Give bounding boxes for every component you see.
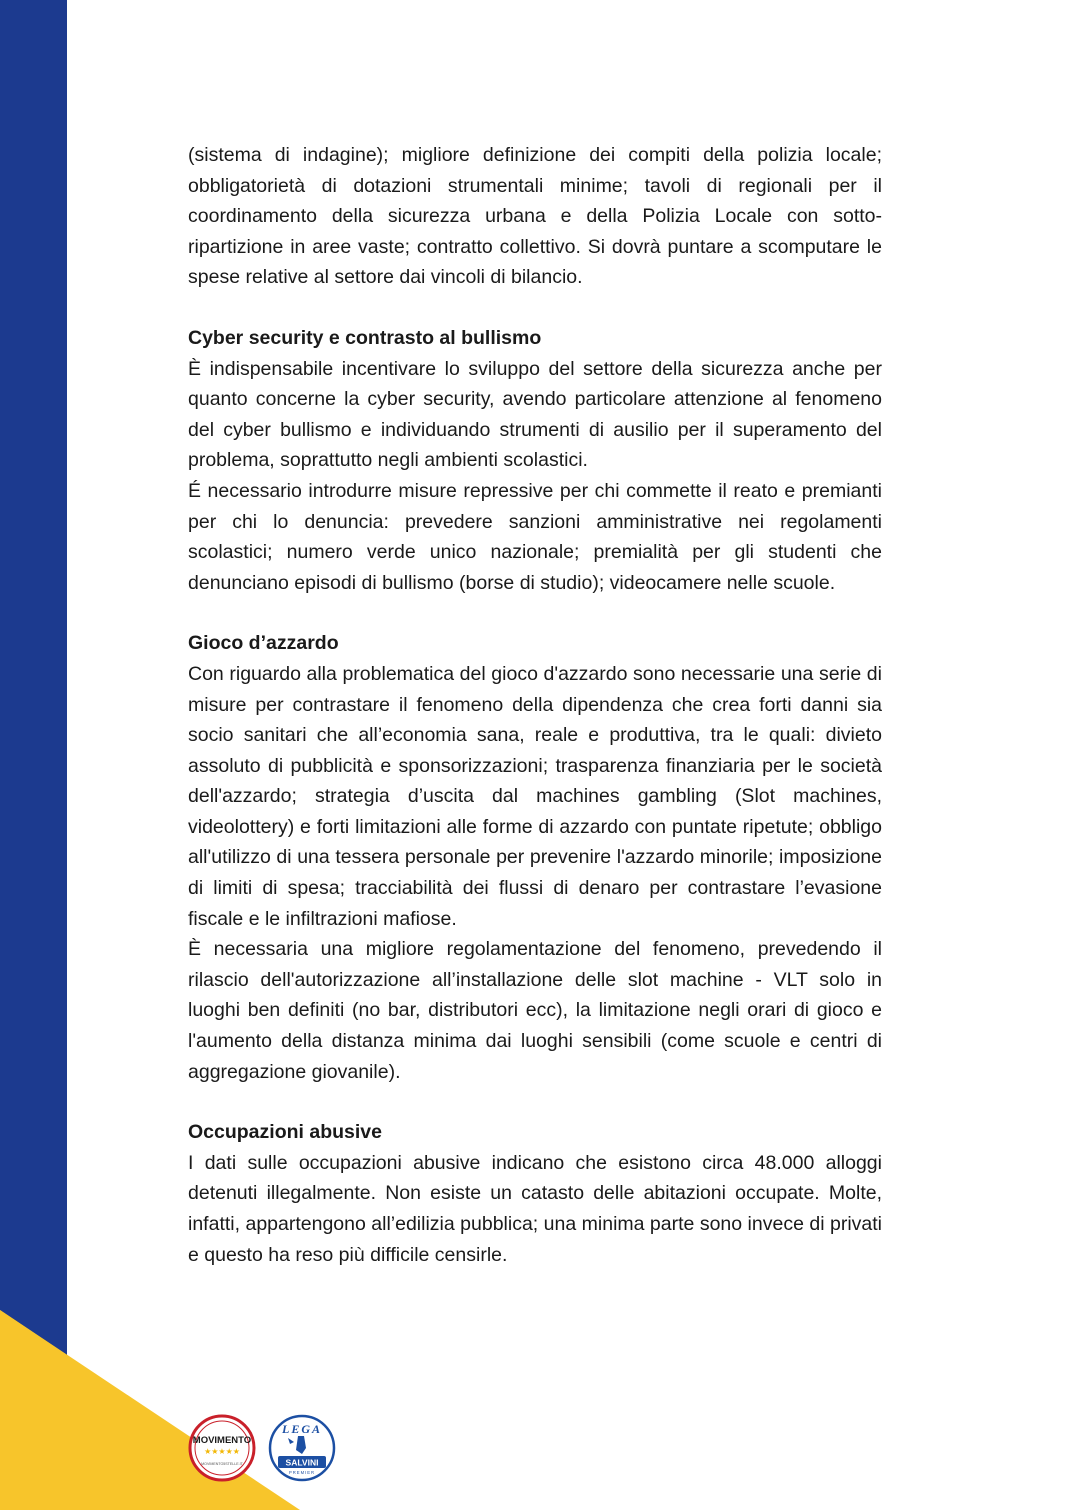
m5s-logo-url: MOVIMENTO5STELLE.IT (201, 1462, 243, 1466)
section-paragraph: É necessario introdurre misure repressive per chi commette il reato e premianti per chi lo denuncia: prevedere sanzioni amministrative nei regolamenti scolastici; numero verde unico nazionale; premialità per gli studenti che denunciano episodi di bullismo (borse di studio); videocamere nelle scuole. (188, 479, 882, 594)
m5s-logo-text: MOVIMENTO (192, 1435, 252, 1446)
m5s-logo (188, 1414, 256, 1482)
section-heading: Gioco d’azzardo (188, 632, 339, 655)
lega-logo (268, 1414, 336, 1482)
intro-paragraph: (sistema di indagine); migliore definizione dei compiti della polizia locale; obbligatorietà di dotazioni strumentali minime; tavoli di regionali per il coordinamento della sicurezza urbana e della Polizia Locale con sotto-ripartizione in aree vaste; contratto collettivo. Si dovrà puntare a scomputare le spese relative al settore dai vincoli di bilancio. (188, 144, 882, 289)
section-paragraph: Con riguardo alla problematica del gioco d'azzardo sono necessarie una serie di misure per contrastare il fenomeno della dipendenza che crea forti danni sia socio sanitari che all’economia sana, reale e produttiva, tra le quali: divieto assoluto di pubblicità e sponsorizzazioni; trasparenza finanziaria per le società dell'azzardo; strategia d’uscita dal machines gambling (Slot machines, videolottery) e forti limitazioni alle forme di azzardo con puntate ripetute; obbligo all'utilizzo di una tessera personale per prevenire l'azzardo minorile; imposizione di limiti di spesa; tracciabilità dei flussi di denaro per contrastare l’evasione fiscale e le infiltrazioni mafiose. (188, 662, 882, 930)
lega-logo-leader: SALVINI (285, 1457, 319, 1468)
left-blue-band (0, 0, 67, 1510)
document-body (188, 140, 882, 1270)
lega-logo-sub: PREMIER (288, 1470, 316, 1475)
section-heading: Occupazioni abusive (188, 1121, 382, 1144)
section-paragraph: È necessaria una migliore regolamentazione del fenomeno, prevedendo il rilascio dell'autorizzazione all’installazione delle slot machine - VLT solo in luoghi ben definiti (no bar, distributori ecc), la limitazione negli orari di gioco e l'aumento della distanza minima dai luoghi sensibili (come scuole e centri di aggregazione giovanile). (188, 938, 882, 1083)
m5s-logo-stars: ★★★★★ (204, 1447, 240, 1456)
section-heading: Cyber security e contrasto al bullismo (188, 326, 542, 349)
section-occupazioni-abusive (188, 1117, 882, 1270)
section-paragraph: I dati sulle occupazioni abusive indicano che esistono circa 48.000 alloggi detenuti illegalmente. Non esiste un catasto delle abitazioni occupate. Molte, infatti, appartengono all’edilizia pubblica; una minima parte sono invece di privati e questo ha reso più difficile censirle. (188, 1151, 882, 1266)
section-gioco-azzardo (188, 628, 882, 1087)
lega-logo-text: LEGA (281, 1422, 323, 1436)
section-paragraph: È indispensabile incentivare lo sviluppo del settore della sicurezza anche per quanto concerne la cyber security, avendo particolare attenzione al fenomeno del cyber bullismo e individuando strumenti di ausilio per il superamento del problema, soprattutto negli ambienti scolastici. (188, 357, 882, 472)
section-cyber-security (188, 323, 882, 598)
